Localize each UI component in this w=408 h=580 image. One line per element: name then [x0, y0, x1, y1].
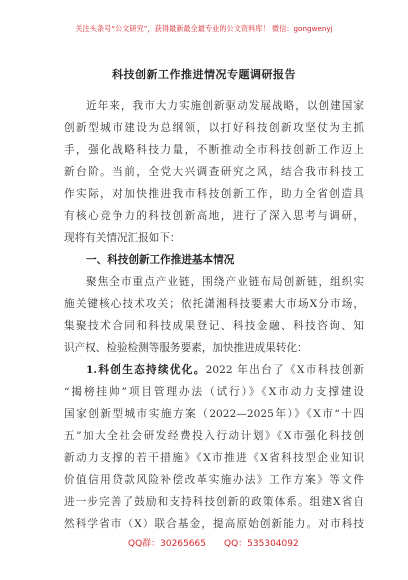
text-line: 进一步完善了鼓励和支持科技创新的政策体系。组建X省自 — [64, 496, 364, 508]
text-line: 新台阶。当前，全党大兴调查研究之风，结合我市科技工 — [64, 166, 364, 178]
section-heading: 一、科技创新工作推进基本情况 — [86, 254, 235, 266]
text-line: 识产权、检验检测等服务要素，加快推进成果转化： — [64, 342, 308, 354]
qq-number: QQ：535304092 — [224, 539, 299, 549]
text-line: 新动力支撑的若干措施》《X市推进《X省科技型企业知识 — [64, 452, 364, 464]
item-heading: 1.科创生态持续优化。 — [86, 364, 206, 376]
item-text: 2022 年出台了《X市科技创新 — [205, 364, 364, 376]
text-line: 聚焦全市重点产业链，围绕产业链布局创新链，组织实 — [86, 276, 364, 288]
text-line — [86, 362, 364, 377]
text-line: 创新型城市建设为总纲领，以打好科技创新攻坚仗为主抓 — [64, 122, 364, 134]
text-line: 手，强化战略科技力量，不断推动全市科技创新工作迈上 — [64, 144, 364, 156]
text-line: 施关键核心技术攻关；依托潇湘科技要素大市场X分市场， — [64, 298, 364, 310]
text-line: 近年来，我市大力实施创新驱动发展战略，以创建国家 — [86, 100, 364, 112]
text-line: 国家创新型城市实施方案（2022—2025年）》《X市“十四 — [64, 408, 364, 420]
qq-group: QQ群：30265665 — [128, 539, 206, 549]
header-banner: 关注头条号“公文研究”，获得最新最全最专业的公文资料库！ 微信：gongwenyj — [75, 24, 333, 33]
text-line: 集聚技术合同和科技成果登记、科技金融、科技咨询、知 — [64, 320, 364, 332]
text-line: 作实际，对加快推进我市科技创新工作，助力全省创造具 — [64, 188, 364, 200]
document-title: 科技创新工作推进情况专题调研报告 — [112, 68, 296, 81]
text-line: 现将有关情况汇报如下： — [64, 232, 181, 244]
text-line: 五”加大全社会研发经费投入行动计划》《X市强化科技创 — [64, 430, 364, 442]
text-line: 价值信用贷款风险补偿改革实施办法》工作方案》等文件 — [64, 474, 364, 486]
text-line: “揭榜挂帅”项目管理办法（试行）》《X市动力支撑建设 — [64, 386, 364, 398]
text-line: 然科学省市（X）联合基金，提高原始创新能力。对市科技 — [64, 518, 364, 530]
text-line: 有核心竞争力的科技创新高地，进行了深入思考与调研， — [64, 210, 364, 222]
